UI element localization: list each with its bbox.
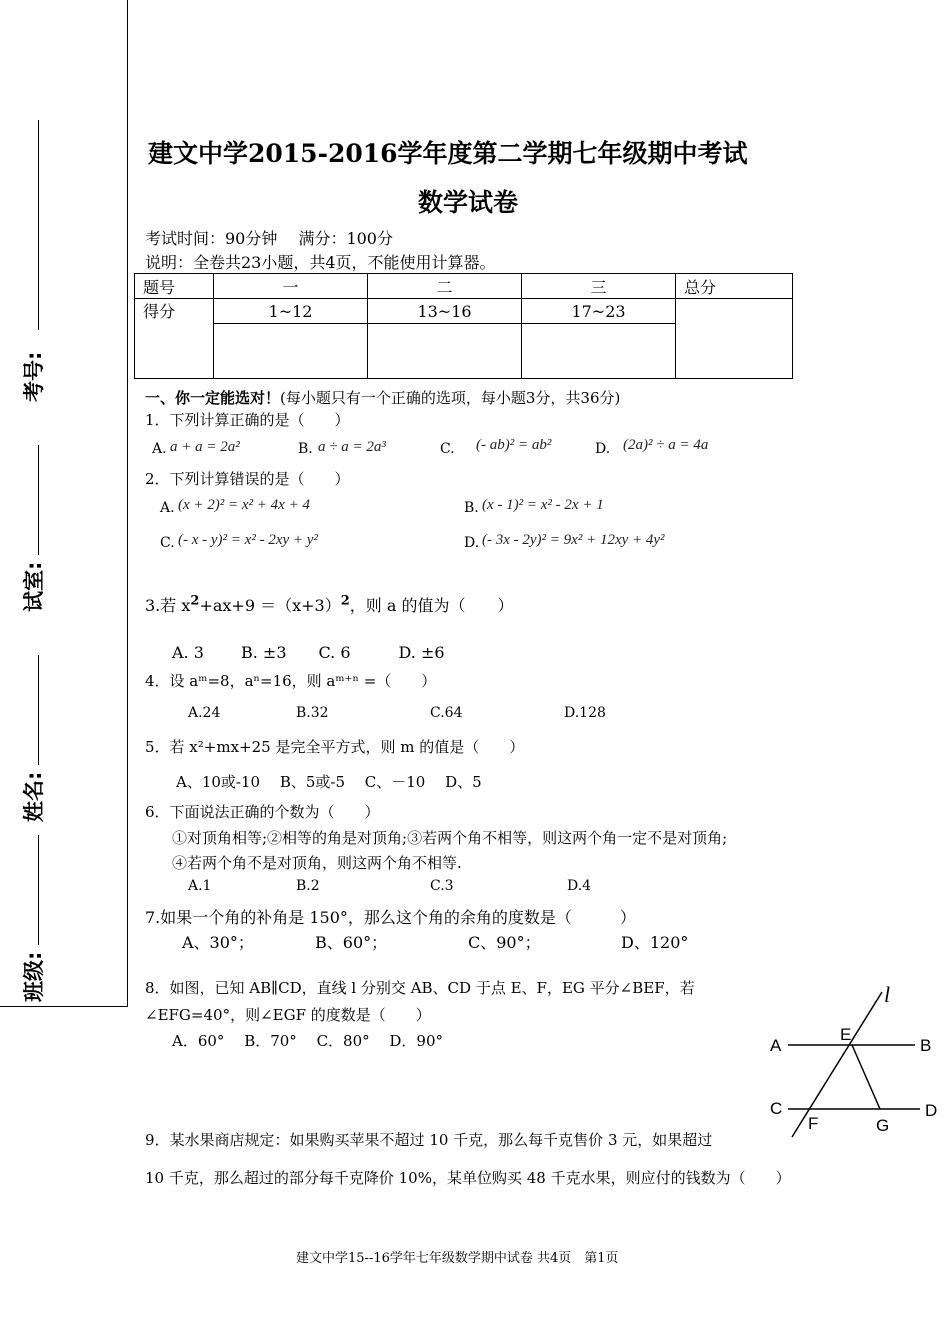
section1-heading-rest: (每小题只有一个正确的选项，每小题3分，共36分) [280, 389, 621, 407]
label-f: F [808, 1114, 819, 1133]
score-row-label: 得分 [135, 299, 214, 379]
q1-option-b-label: B. [298, 441, 313, 457]
q8-stem-line1: 8．如图，已知 AB∥CD，直线 l 分别交 AB、CD 于点 E、F，EG 平分∠BEF，若 [145, 979, 695, 997]
label-d: D [925, 1101, 938, 1120]
label-a: A [770, 1036, 782, 1055]
q6-stem: 6．下面说法正确的个数为（ ） [145, 803, 380, 821]
score-header-1: 一 [214, 274, 368, 299]
q8-stem-line2: ∠EFG=40°，则∠EGF 的度数是（ ） [145, 1006, 431, 1024]
xingming-label: 姓名: [22, 771, 46, 822]
exam-time-line: 考试时间：90分钟 满分：100分 [145, 229, 393, 248]
q1-option-a-label: A. [152, 441, 167, 457]
label-b: B [920, 1036, 932, 1055]
q6-option-c: C.3 [430, 878, 454, 894]
q4-option-a: A.24 [188, 705, 221, 721]
q4-option-b: B.32 [296, 705, 329, 721]
segment-eg [852, 1045, 880, 1109]
q2-option-c-label: C. [160, 535, 175, 551]
q2-option-b: (x - 1)² = x² - 2x + 1 [482, 497, 604, 513]
q1-option-d: (2a)² ÷ a = 4a [623, 437, 709, 453]
q1-option-c-label: C. [440, 441, 455, 457]
binding-margin [0, 0, 128, 1007]
label-e: E [840, 1025, 852, 1044]
score-header-total: 总分 [676, 274, 793, 299]
q7-option-c: C、90°； [468, 933, 541, 952]
q1-stem: 1．下列计算正确的是（ ） [145, 411, 350, 429]
q4-option-c: C.64 [430, 705, 463, 721]
q6-option-d: D.4 [567, 878, 592, 894]
score-table [134, 273, 793, 379]
section1-heading [145, 387, 620, 408]
kaohao-line [38, 120, 39, 330]
q7-stem: 7.如果一个角的补角是 150°，那么这个角的余角的度数是（ ） [145, 908, 636, 927]
q2-option-c: (- x - y)² = x² - 2xy + y² [178, 532, 318, 548]
q6-option-a: A.1 [188, 878, 212, 894]
q2-stem: 2．下列计算错误的是（ ） [145, 470, 350, 488]
score-cell-3 [522, 324, 676, 379]
section1-heading-bold: 一、你一定能选对！ [145, 389, 281, 407]
shishi-line [38, 445, 39, 555]
q8-options: A．60° B．70° C．80° D．90° [172, 1032, 444, 1050]
q1-option-a: a + a = 2a² [170, 439, 240, 455]
q2-option-d: (- 3x - 2y)² = 9x² + 12xy + 4y² [482, 532, 665, 548]
q9-stem-line2: 10 千克，那么超过的部分每千克降价 10%，某单位购买 48 千克水果，则应付的钱数为（ ） [145, 1169, 791, 1187]
q3-stem [145, 593, 513, 616]
q3-stem-b: +ax+9 ＝（x+3） [199, 596, 341, 615]
label-l: l [884, 982, 891, 1007]
score-header-tihao: 题号 [135, 274, 214, 299]
q5-options: A、10或-10 B、5或-5 C、－10 D、5 [176, 773, 482, 791]
q2-option-a-label: A. [160, 500, 175, 516]
xingming-line [38, 655, 39, 765]
q7-option-d: D、120° [621, 933, 689, 952]
q4-stem: 4．设 aᵐ=8，aⁿ=16，则 aᵐ⁺ⁿ =（ ） [145, 672, 437, 690]
q7-option-a: A、30°； [182, 933, 254, 952]
q6-option-b: B.2 [296, 878, 320, 894]
score-cell-2 [368, 324, 522, 379]
q6-statement-2: ④若两个角不是对顶角，则这两个角不相等. [172, 854, 462, 872]
q6-statement-1: ①对顶角相等;②相等的角是对顶角;③若两个角不相等，则这两个角一定不是对顶角; [172, 829, 728, 847]
q5-stem: 5．若 x²+mx+25 是完全平方式，则 m 的值是（ ） [145, 738, 525, 756]
q1-option-c: (- ab)² = ab² [476, 437, 552, 453]
q3-sup2: 2 [340, 593, 350, 609]
line-l [792, 992, 882, 1137]
score-total-cell [676, 299, 793, 379]
label-g: G [876, 1116, 890, 1135]
q2-option-b-label: B. [464, 500, 479, 516]
q3-sup1: 2 [190, 593, 200, 609]
q3-stem-a: 3.若 x [145, 596, 191, 615]
banji-line [38, 835, 39, 945]
q1-option-b: a ÷ a = 2a³ [318, 439, 386, 455]
score-header-2: 二 [368, 274, 522, 299]
exam-note-line: 说明：全卷共23小题，共4页，不能使用计算器。 [145, 253, 496, 272]
score-header-3: 三 [522, 274, 676, 299]
score-range-2: 13~16 [368, 299, 522, 324]
shishi-label: 试室: [22, 561, 46, 612]
exam-subtitle: 数学试卷 [418, 188, 519, 217]
score-range-3: 17~23 [522, 299, 676, 324]
q7-option-b: B、60°； [315, 933, 388, 952]
q4-option-d: D.128 [564, 705, 606, 721]
q3-stem-c: ，则 a 的值为（ ） [349, 596, 514, 615]
q9-stem-line1: 9．某水果商店规定：如果购买苹果不超过 10 千克，那么每千克售价 3 元，如果超过 [145, 1131, 713, 1149]
banji-label: 班级: [22, 951, 46, 1002]
q8-parallel-lines-figure [760, 980, 945, 1150]
q1-option-d-label: D. [595, 441, 611, 457]
exam-title: 建文中学2015-2016学年度第二学期七年级期中考试 [148, 139, 748, 168]
page-footer: 建文中学15--16学年七年级数学期中试卷 共4页 第1页 [296, 1251, 619, 1266]
q2-option-d-label: D. [464, 535, 480, 551]
q2-option-a: (x + 2)² = x² + 4x + 4 [178, 497, 310, 513]
score-range-1: 1~12 [214, 299, 368, 324]
q3-options: A. 3 B. ±3 C. 6 D. ±6 [172, 643, 445, 662]
label-c: C [770, 1099, 783, 1118]
score-cell-1 [214, 324, 368, 379]
kaohao-label: 考号: [22, 351, 46, 402]
